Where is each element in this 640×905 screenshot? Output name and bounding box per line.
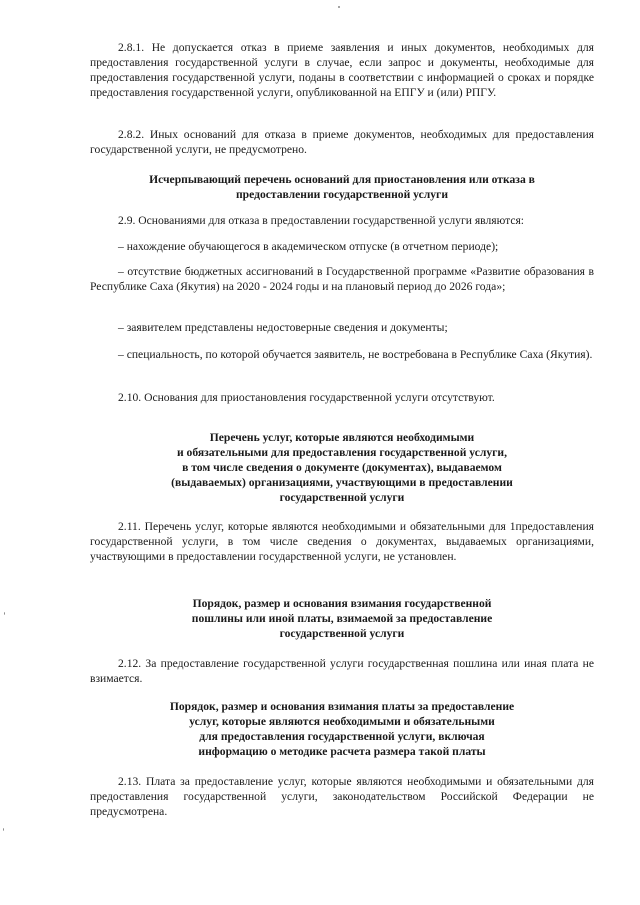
- heading-line: и обязательными для предоставления государственной услуги,: [176, 446, 508, 459]
- list-item-no-budget: – отсутствие бюджетных ассигнований в Государственной программе «Развитие образования в Республике Саха (Якутия) на 2020 - 2024 годы и на плановый период до 2026 года»;: [90, 265, 594, 293]
- heading-required-services: [90, 430, 594, 505]
- list-item-specialty: – специальность, по которой обучается заявитель, не востребована в Республике Саха (Якутия).: [118, 348, 593, 361]
- heading-line: Исчерпывающий перечень оснований для приостановления или отказа в: [149, 173, 535, 186]
- heading-line: для предоставления государственной услуги, включая: [199, 730, 485, 743]
- heading-line: (выдаваемых) организациями, участвующими в предоставлении: [171, 476, 513, 489]
- scan-speck: [3, 828, 4, 831]
- paragraph-2-13: 2.13. Плата за предоставление услуг, которые являются необходимыми и обязательными для предоставления государственной услуги, законодательством Российской Федерации не предусмотрена.: [90, 775, 594, 818]
- scan-speck: [338, 6, 340, 8]
- list-item-academic-leave: – нахождение обучающегося в академическом отпуске (в отчетном периоде);: [118, 240, 499, 253]
- heading-line: информацию о методике расчета размера такой платы: [198, 745, 486, 758]
- heading-line: государственной услуги: [279, 491, 405, 504]
- heading-line: пошлины или иной платы, взимаемой за предоставление: [191, 612, 493, 625]
- heading-line: услуг, которые являются необходимыми и обязательными: [189, 715, 495, 728]
- paragraph-2-8-2: 2.8.2. Иных оснований для отказа в приеме документов, необходимых для предоставления государственной услуги, не предусмотрено.: [90, 128, 594, 156]
- heading-line: в том числе сведения о документе (документах), выдаваемом: [182, 461, 502, 474]
- paragraph-2-9: 2.9. Основаниями для отказа в предоставлении государственной услуги являются:: [118, 214, 525, 227]
- paragraph-2-11: 2.11. Перечень услуг, которые являются необходимыми и обязательными для 1предоставления государственной услуги, в том числе сведения о документах, выдаваемых организациями, участвующими в предоставлении государственной услуги, не установлен.: [90, 520, 594, 563]
- heading-line: Перечень услуг, которые являются необходимыми: [209, 431, 475, 444]
- heading-line: государственной услуги: [279, 627, 405, 640]
- heading-state-duty: [90, 596, 594, 641]
- heading-refusal-grounds: [90, 172, 594, 202]
- heading-line: Порядок, размер и основания взимания платы за предоставление: [169, 700, 515, 713]
- heading-fee-methodology: [90, 699, 594, 759]
- list-item-false-info: – заявителем представлены недостоверные сведения и документы;: [118, 321, 448, 334]
- paragraph-2-12: 2.12. За предоставление государственной услуги государственная пошлина или иная плата не взимается.: [90, 657, 594, 685]
- heading-line: предоставлении государственной услуги: [235, 188, 448, 201]
- heading-line: Порядок, размер и основания взимания государственной: [192, 597, 492, 610]
- scan-speck: [4, 612, 5, 615]
- paragraph-2-10: 2.10. Основания для приостановления государственной услуги отсутствуют.: [118, 391, 495, 404]
- paragraph-2-8-1: 2.8.1. Не допускается отказ в приеме заявления и иных документов, необходимых для предоставления государственной услуги в случае, если запрос и документы, необходимые для предоставления государственной услуги, поданы в соответствии с информацией о сроках и порядке предоставления государственной услуги, опубликованной на ЕПГУ и (или) РПГУ.: [90, 41, 594, 99]
